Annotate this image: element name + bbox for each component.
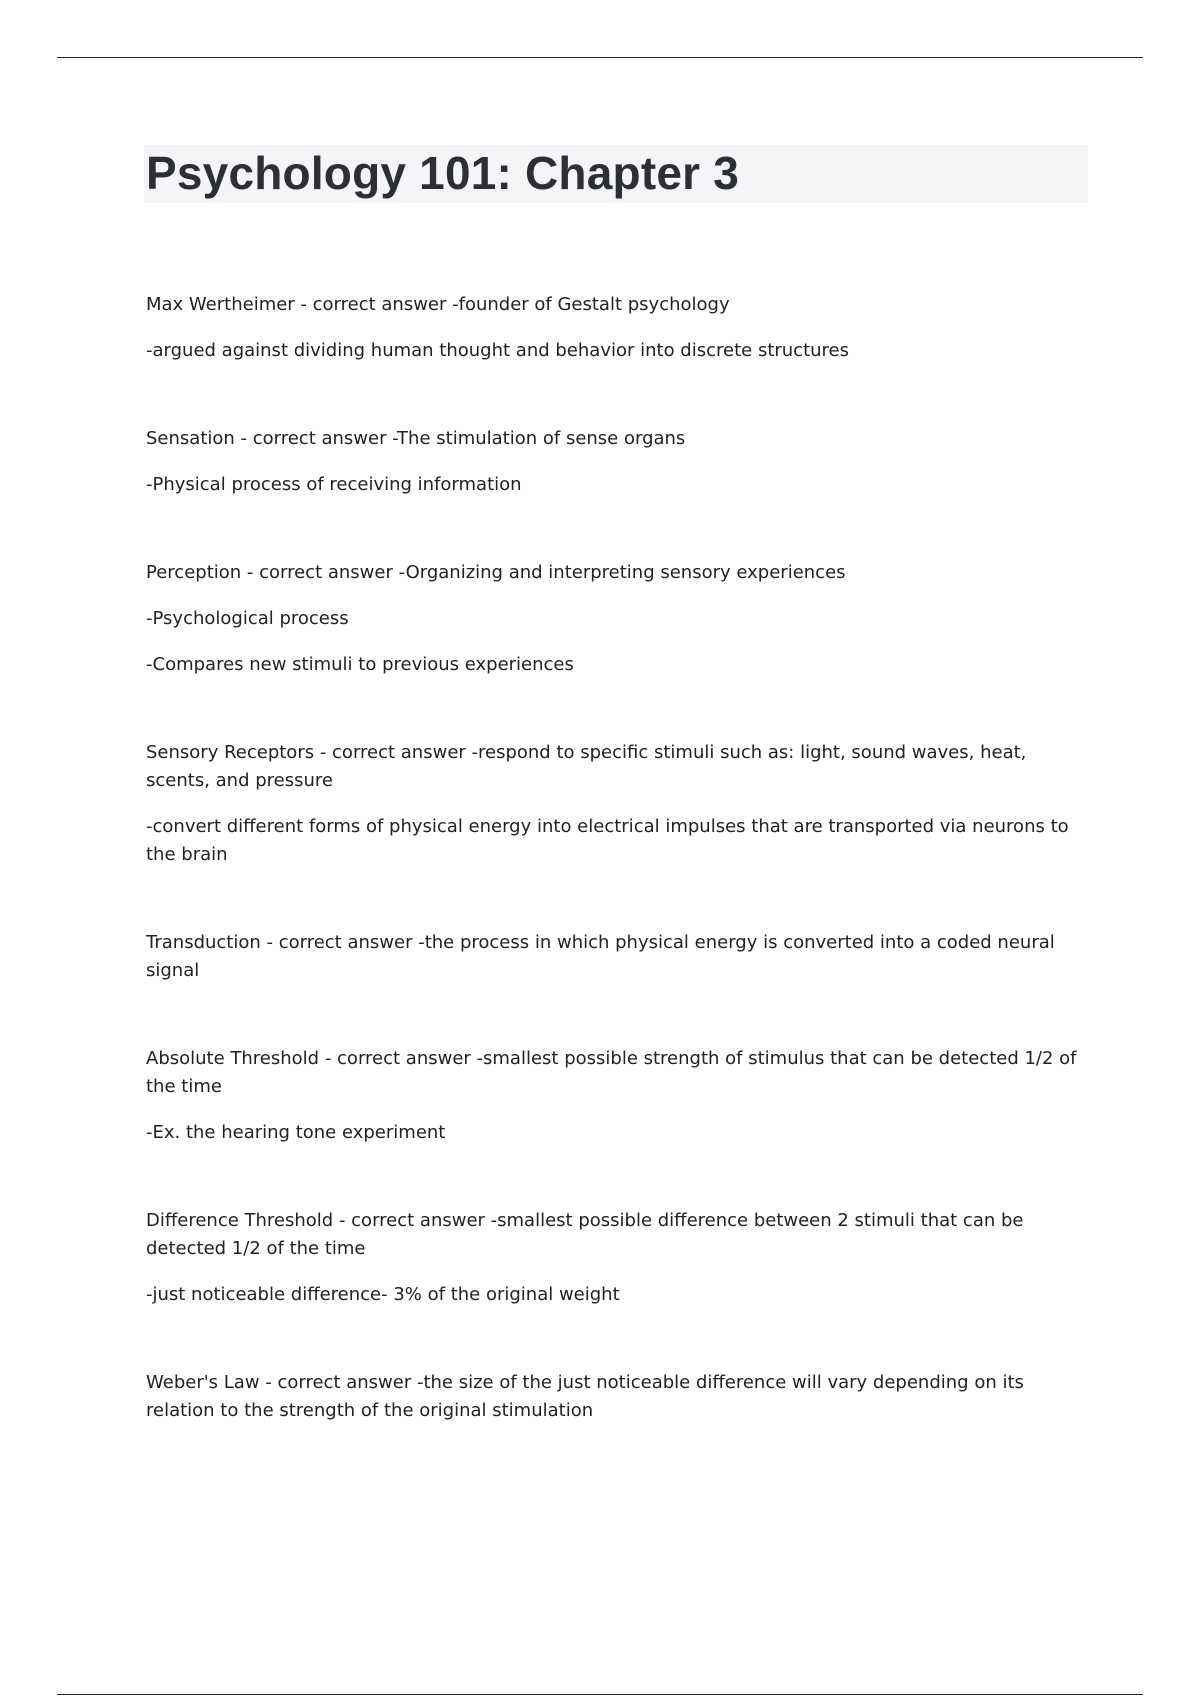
entry-detail: -Psychological process	[146, 608, 349, 629]
entry-detail: -argued against dividing human thought and behavior into discrete structures	[146, 340, 850, 361]
entry-sensation	[146, 425, 1086, 499]
entry-detail: -convert different forms of physical energy into electrical impulses that are transported via neurons to the brain	[146, 816, 1069, 865]
entry-sensory-receptors	[146, 739, 1086, 869]
entry-perception	[146, 559, 1086, 679]
entry-detail: -just noticeable difference- 3% of the original weight	[146, 1284, 620, 1305]
entry-detail: -Physical process of receiving information	[146, 474, 522, 495]
entry-detail: -Ex. the hearing tone experiment	[146, 1122, 446, 1143]
entry-definition: Transduction - correct answer -the process in which physical energy is converted into a coded neural signal	[146, 932, 1055, 981]
top-rule	[57, 57, 1143, 58]
entry-detail: -Compares new stimuli to previous experiences	[146, 654, 574, 675]
entry-definition: Perception - correct answer -Organizing and interpreting sensory experiences	[146, 562, 846, 583]
entry-definition: Difference Threshold - correct answer -smallest possible difference between 2 stimuli that can be detected 1/2 of the time	[146, 1210, 1024, 1259]
entry-definition: Sensation - correct answer -The stimulation of sense organs	[146, 428, 686, 449]
entry-definition: Sensory Receptors - correct answer -respond to specific stimuli such as: light, sound waves, heat, scents, and pressure	[146, 742, 1027, 791]
entry-absolute-threshold	[146, 1045, 1086, 1147]
entry-definition: Max Wertheimer - correct answer -founder of Gestalt psychology	[146, 294, 730, 315]
entry-difference-threshold	[146, 1207, 1086, 1309]
entry-definition: Weber's Law - correct answer -the size of the just noticeable difference will vary depending on its relation to the strength of the original stimulation	[146, 1372, 1024, 1421]
bottom-rule	[57, 1694, 1143, 1695]
entry-transduction	[146, 929, 1086, 985]
entry-definition: Absolute Threshold - correct answer -smallest possible strength of stimulus that can be detected 1/2 of the time	[146, 1048, 1077, 1097]
entry-list	[146, 291, 1086, 1485]
entry-max-wertheimer	[146, 291, 1086, 365]
page-title: Psychology 101: Chapter 3	[146, 147, 739, 199]
entry-webers-law	[146, 1369, 1086, 1425]
